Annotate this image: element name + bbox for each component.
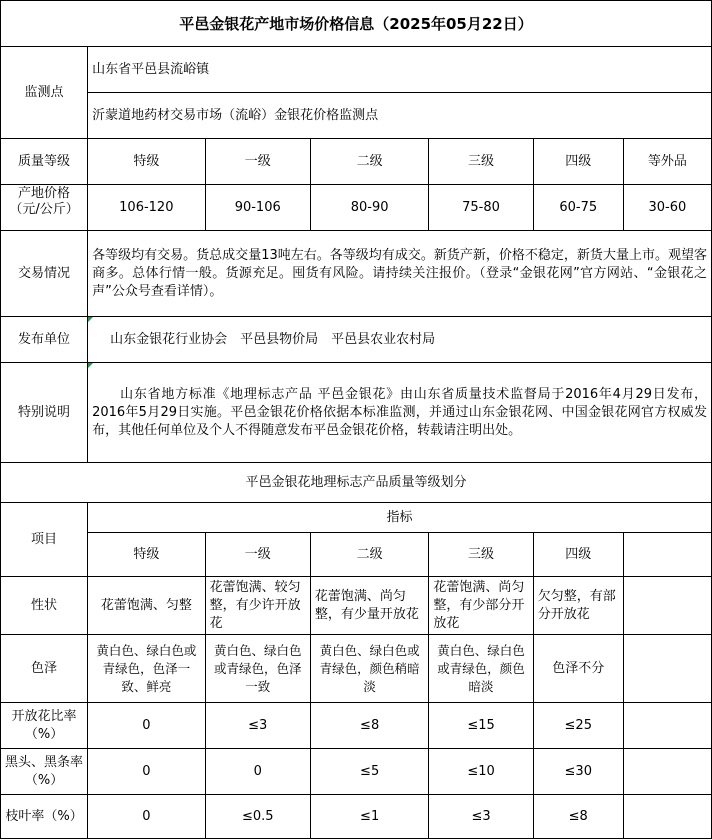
std-cell: 花蕾饱满、尚匀整，有少部分开放花 — [429, 577, 533, 635]
row-label-color: 色泽 — [1, 635, 88, 703]
std-cell: ≤15 — [429, 703, 533, 749]
std-cell: ≤25 — [533, 703, 623, 749]
std-cell: ≤5 — [310, 749, 428, 795]
note-label: 特别说明 — [1, 363, 88, 463]
std-cell: 黄白色、绿白色或青绿色，颜色稍暗淡 — [310, 635, 428, 703]
index-label: 指标 — [88, 503, 712, 533]
std-cell: 欠匀整，有部分开放花 — [533, 577, 623, 635]
monitor-label: 监测点 — [1, 47, 88, 139]
std-cell: 黄白色、绿白色或青绿色，颜色暗淡 — [429, 635, 533, 703]
std-cell: 花蕾饱满、尚匀整，有少量开放花 — [310, 577, 428, 635]
std-cell: 0 — [88, 703, 205, 749]
price-cell: 90-106 — [205, 185, 310, 231]
std-grade: 四级 — [533, 533, 623, 577]
empty-cell — [623, 533, 711, 577]
item-label: 项目 — [1, 503, 88, 577]
page-title: 平邑金银花产地市场价格信息（2025年05月22日） — [1, 1, 712, 47]
std-cell: 黄白色、绿白色或青绿色，色泽一致、鲜亮 — [88, 635, 205, 703]
std-cell: 0 — [205, 749, 310, 795]
price-cell: 80-90 — [310, 185, 428, 231]
grade-cell: 特级 — [88, 139, 205, 185]
price-cell: 60-75 — [533, 185, 623, 231]
empty-cell — [623, 635, 711, 703]
std-cell: ≤10 — [429, 749, 533, 795]
std-cell: 花蕾饱满、匀整 — [88, 577, 205, 635]
std-cell: 黄白色、绿白色或青绿色，色泽一致 — [205, 635, 310, 703]
grade-cell: 一级 — [205, 139, 310, 185]
grade-cell: 三级 — [429, 139, 533, 185]
price-cell: 75-80 — [429, 185, 533, 231]
note-text: 山东省地方标准《地理标志产品 平邑金银花》由山东省质量技术监督局于2016年4月29日发布，2016年5月29日实施。平邑金银花价格依据本标准监测，并通过山东金银花网、中国金银花网官方权威发布，其他任何单位及个人不得随意发布平邑金银花价格，转载请注明出处。 — [88, 363, 712, 463]
std-cell: 色泽不分 — [533, 635, 623, 703]
std-grade: 二级 — [310, 533, 428, 577]
std-cell: 0 — [88, 749, 205, 795]
std-cell: ≤3 — [429, 795, 533, 839]
std-grade: 三级 — [429, 533, 533, 577]
std-grade: 特级 — [88, 533, 205, 577]
std-cell: ≤0.5 — [205, 795, 310, 839]
publisher-text: 山东金银花行业协会 平邑县物价局 平邑县农业农村局 — [88, 317, 712, 363]
publisher-label: 发布单位 — [1, 317, 88, 363]
std-cell: ≤1 — [310, 795, 428, 839]
std-grade: 一级 — [205, 533, 310, 577]
grade-label: 质量等级 — [1, 139, 88, 185]
std-cell: 0 — [88, 795, 205, 839]
std-cell: ≤30 — [533, 749, 623, 795]
std-cell: ≤3 — [205, 703, 310, 749]
monitor-location: 山东省平邑县流峪镇 — [88, 47, 712, 93]
std-cell: 花蕾饱满、较匀整，有少许开放花 — [205, 577, 310, 635]
empty-cell — [623, 749, 711, 795]
price-label — [1, 185, 88, 231]
row-label-black-rate: 黑头、黑条率（%） — [1, 749, 88, 795]
row-label-shape: 性状 — [1, 577, 88, 635]
standard-title: 平邑金银花地理标志产品质量等级划分 — [1, 463, 712, 503]
price-cell: 106-120 — [88, 185, 205, 231]
empty-cell — [623, 703, 711, 749]
grade-cell: 二级 — [310, 139, 428, 185]
std-cell: ≤8 — [310, 703, 428, 749]
std-cell: ≤8 — [533, 795, 623, 839]
empty-cell — [623, 577, 711, 635]
trade-label: 交易情况 — [1, 231, 88, 317]
price-label-text: 产地价格（元/公斤） — [9, 185, 79, 217]
trade-text: 各等级均有交易。货总成交量13吨左右。各等级均有成交。新货产新，价格不稳定，新货大量上市。观望客商多。总体行情一般。货源充足。囤货有风险。请持续关注报价。（登录“金银花网”官方网站、“金银花之声”公众号查看详情）。 — [88, 231, 712, 317]
grade-cell: 等外品 — [623, 139, 711, 185]
grade-cell: 四级 — [533, 139, 623, 185]
price-cell: 30-60 — [623, 185, 711, 231]
row-label-leaf-rate: 枝叶率（%） — [1, 795, 88, 839]
monitor-market: 沂蒙道地药材交易市场（流峪）金银花价格监测点 — [88, 93, 712, 139]
row-label-open-rate: 开放花比率（%） — [1, 703, 88, 749]
empty-cell — [623, 795, 711, 839]
